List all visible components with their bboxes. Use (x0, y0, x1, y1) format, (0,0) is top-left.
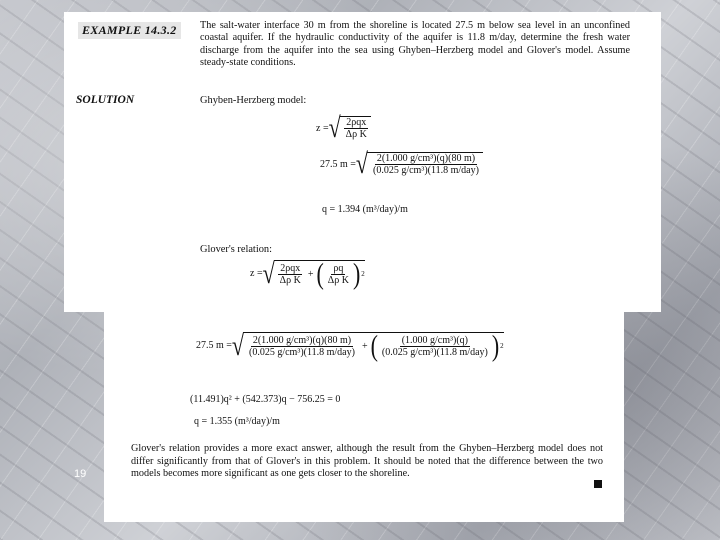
equation-glover-substituted: 27.5 m = √ $\frac{\text{2(1.000 g/cm³)(q)(80 m)}}{\text{(0.025 g/cm³)(11.8 m/day)}}$ + ( $\frac{\text{(1.000 g/cm³)(q)}}{\text{(0.025 g/cm³)(11.8 m/day)}}$ ) 2 (196, 328, 504, 363)
eq4-lhs: z = (250, 268, 263, 279)
eq5-numerator-2: (1.000 g/cm³)(q) (401, 334, 469, 346)
eq2-denominator: (0.025 g/cm³)(11.8 m/day) (373, 165, 479, 176)
eq4-plus: + (307, 268, 314, 280)
eq5-denominator-2: (0.025 g/cm³)(11.8 m/day) (381, 346, 488, 358)
equation-quadratic: (11.491)q² + (542.373)q − 756.25 = 0 (190, 394, 341, 405)
equation-ghyben-result: q = 1.394 (m³/day)/m (322, 204, 408, 215)
eq5-lhs: 27.5 m = (196, 340, 232, 351)
eq5-plus: + (361, 340, 368, 352)
eq5-denominator-1: (0.025 g/cm³)(11.8 m/day) (249, 346, 355, 358)
solution-label: SOLUTION (76, 94, 135, 106)
eq5-exponent: 2 (500, 342, 504, 350)
end-of-example-mark (594, 480, 602, 488)
eq2-numerator: 2(1.000 g/cm³)(q)(80 m) (376, 153, 476, 164)
eq5-numerator-1: 2(1.000 g/cm³)(q)(80 m) (252, 334, 352, 346)
problem-statement: The salt-water interface 30 m from the shoreline is located 27.5 m below sea level in an unconfined coastal aquifer. If the hydraulic conductivity of the aquifer is 11.8 m/day, determine the fresh water discharge from the aquifer into the sea using Ghyben–Herzberg model and Glover's model. Assume steady-state conditions. (200, 20, 630, 69)
equation-ghyben-general: z = √ $\frac{\text{2ρqx}}{\text{Δρ K}}$ (316, 116, 371, 140)
eq2-lhs: 27.5 m = (320, 158, 356, 170)
equation-glover-result: q = 1.355 (m³/day)/m (194, 416, 280, 427)
ghyben-heading: Ghyben-Herzberg model: (200, 95, 307, 106)
slide-page-number: 19 (74, 468, 87, 480)
glover-heading: Glover's relation: (200, 244, 272, 255)
textbook-page-top (64, 12, 661, 312)
eq1-numerator: 2ρqx (346, 117, 367, 128)
conclusion-paragraph: Glover's relation provides a more exact answer, although the result from the Ghyben–Herzberg model does not differ significantly from that of Glover's in this problem. It should be noted that the difference between the two models becomes more significant as one gets closer to the shoreline. (131, 443, 603, 480)
equation-ghyben-substituted: 27.5 m = √ $\frac{\text{2(1.000 g/cm³)(q)(80 m)}}{\text{(0.025 g/cm³)(11.8 m/day)}}$ (320, 152, 483, 176)
eq1-denominator: Δρ K (345, 129, 367, 140)
example-label: EXAMPLE 14.3.2 (78, 22, 181, 39)
equation-glover-general: z = √ $\frac{\text{2ρqx}}{\text{Δρ K}}$ + ( $\frac{\rho q}{\text{Δρ K}}$ ) 2 (250, 256, 365, 291)
textbook-page-bottom (104, 312, 624, 522)
eq4-numerator-1: 2ρqx (280, 262, 301, 274)
eq1-lhs: z = (316, 122, 329, 134)
eq4-exponent: 2 (361, 270, 365, 278)
eq4-numerator-2: ρq (333, 262, 344, 274)
eq4-denominator-1: Δρ K (279, 274, 301, 286)
eq4-denominator-2: Δρ K (327, 274, 349, 286)
